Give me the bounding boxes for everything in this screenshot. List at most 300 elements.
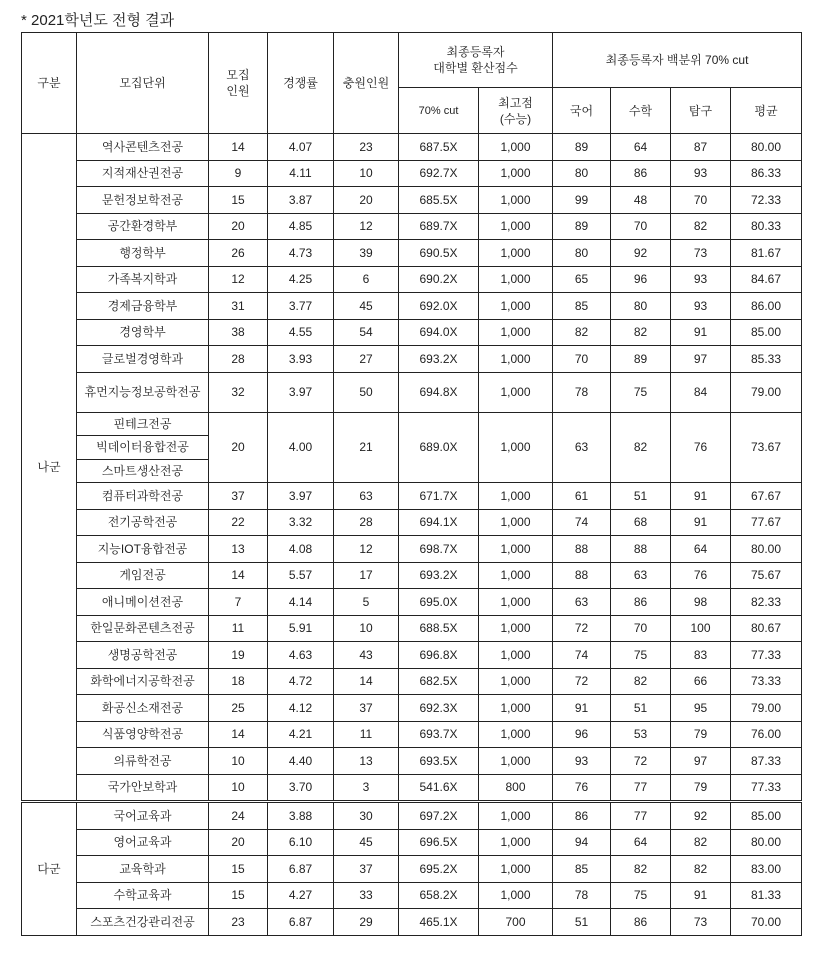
cell-cut: 671.7X — [399, 483, 479, 510]
cell-quota: 22 — [209, 509, 268, 536]
cell-avg: 70.00 — [731, 909, 802, 936]
table-row — [22, 134, 802, 161]
unit-name: 행정학부 — [77, 240, 209, 267]
cell-ratio: 3.77 — [268, 293, 334, 320]
cell-inq: 91 — [671, 483, 731, 510]
unit-name: 컴퓨터과학전공 — [77, 483, 209, 510]
cell-ratio: 4.21 — [268, 721, 334, 748]
cell-extra: 45 — [334, 829, 399, 856]
cell-max: 1,000 — [479, 562, 553, 589]
cell-extra: 29 — [334, 909, 399, 936]
cell-inq: 79 — [671, 721, 731, 748]
cell-math: 53 — [611, 721, 671, 748]
cell-cut: 465.1X — [399, 909, 479, 936]
cell-cut: 689.7X — [399, 213, 479, 240]
table-row — [22, 802, 802, 830]
cell-max: 1,000 — [479, 856, 553, 883]
cell-max: 1,000 — [479, 668, 553, 695]
cell-max: 1,000 — [479, 882, 553, 909]
cell-avg: 85.00 — [731, 319, 802, 346]
table-row — [22, 319, 802, 346]
cell-math: 64 — [611, 829, 671, 856]
cell-quota: 15 — [209, 856, 268, 883]
unit-name: 지능IOT융합전공 — [77, 536, 209, 563]
table-row — [22, 774, 802, 802]
cell-quota: 15 — [209, 882, 268, 909]
table-row — [22, 536, 802, 563]
cell-inq: 95 — [671, 695, 731, 722]
group-1 — [22, 134, 802, 802]
cell-extra: 11 — [334, 721, 399, 748]
cell-max: 1,000 — [479, 748, 553, 775]
cell-kor: 74 — [553, 642, 611, 669]
unit-name: 가족복지학과 — [77, 266, 209, 293]
cell-cut: 682.5X — [399, 668, 479, 695]
unit-name: 스마트생산전공 — [77, 459, 209, 483]
cell-avg: 80.00 — [731, 134, 802, 161]
cell-extra: 12 — [334, 536, 399, 563]
cell-inq: 97 — [671, 346, 731, 373]
cell-ratio: 4.63 — [268, 642, 334, 669]
table-row — [22, 615, 802, 642]
cell-max: 1,000 — [479, 293, 553, 320]
cell-cut: 695.0X — [399, 589, 479, 616]
cell-max: 1,000 — [479, 642, 553, 669]
cell-inq: 76 — [671, 562, 731, 589]
cell-kor: 89 — [553, 213, 611, 240]
cell-kor: 91 — [553, 695, 611, 722]
unit-name: 문헌정보학전공 — [77, 187, 209, 214]
cell-max: 1,000 — [479, 187, 553, 214]
cell-inq: 73 — [671, 909, 731, 936]
cell-inq: 98 — [671, 589, 731, 616]
cell-math: 51 — [611, 695, 671, 722]
cell-cut: 541.6X — [399, 774, 479, 802]
unit-name: 애니메이션전공 — [77, 589, 209, 616]
cell-avg: 73.33 — [731, 668, 802, 695]
cell-extra: 21 — [334, 412, 399, 483]
cell-extra: 54 — [334, 319, 399, 346]
unit-name: 전기공학전공 — [77, 509, 209, 536]
cell-max: 1,000 — [479, 509, 553, 536]
cell-math: 68 — [611, 509, 671, 536]
cell-quota: 23 — [209, 909, 268, 936]
cell-math: 82 — [611, 412, 671, 483]
cell-cut: 693.5X — [399, 748, 479, 775]
cell-extra: 43 — [334, 642, 399, 669]
cell-cut: 694.8X — [399, 372, 479, 412]
cell-cut: 693.7X — [399, 721, 479, 748]
cell-kor: 85 — [553, 293, 611, 320]
cell-inq: 91 — [671, 882, 731, 909]
cell-max: 1,000 — [479, 695, 553, 722]
table-row — [22, 882, 802, 909]
cell-cut: 685.5X — [399, 187, 479, 214]
cell-inq: 82 — [671, 856, 731, 883]
unit-name: 경제금융학부 — [77, 293, 209, 320]
table-row — [22, 695, 802, 722]
cell-kor: 72 — [553, 668, 611, 695]
cell-extra: 14 — [334, 668, 399, 695]
cell-math: 75 — [611, 372, 671, 412]
table-row — [22, 266, 802, 293]
unit-name: 의류학전공 — [77, 748, 209, 775]
cell-ratio: 3.97 — [268, 372, 334, 412]
cell-quota: 20 — [209, 412, 268, 483]
cell-inq: 93 — [671, 160, 731, 187]
cell-avg: 77.67 — [731, 509, 802, 536]
cell-quota: 20 — [209, 829, 268, 856]
group-label: 나군 — [22, 134, 77, 802]
unit-name: 화학에너지공학전공 — [77, 668, 209, 695]
cell-quota: 11 — [209, 615, 268, 642]
cell-extra: 37 — [334, 695, 399, 722]
cell-quota: 12 — [209, 266, 268, 293]
cell-max: 1,000 — [479, 829, 553, 856]
cell-cut: 693.2X — [399, 346, 479, 373]
cell-avg: 85.33 — [731, 346, 802, 373]
unit-name: 영어교육과 — [77, 829, 209, 856]
cell-extra: 10 — [334, 160, 399, 187]
cell-inq: 73 — [671, 240, 731, 267]
cell-quota: 28 — [209, 346, 268, 373]
admission-results-table — [21, 32, 802, 936]
cell-extra: 37 — [334, 856, 399, 883]
cell-kor: 89 — [553, 134, 611, 161]
cell-extra: 3 — [334, 774, 399, 802]
cell-cut: 696.5X — [399, 829, 479, 856]
cell-ratio: 4.12 — [268, 695, 334, 722]
header-ratio: 경쟁률 — [268, 33, 334, 134]
unit-name: 글로벌경영학과 — [77, 346, 209, 373]
cell-cut: 694.1X — [399, 509, 479, 536]
cell-math: 64 — [611, 134, 671, 161]
cell-ratio: 3.97 — [268, 483, 334, 510]
cell-ratio: 6.10 — [268, 829, 334, 856]
cell-math: 88 — [611, 536, 671, 563]
cell-kor: 65 — [553, 266, 611, 293]
header-korean: 국어 — [553, 88, 611, 134]
cell-ratio: 4.55 — [268, 319, 334, 346]
header-quota: 모집 인원 — [209, 33, 268, 134]
cell-max: 1,000 — [479, 372, 553, 412]
cell-cut: 698.7X — [399, 536, 479, 563]
cell-ratio: 4.00 — [268, 412, 334, 483]
cell-ratio: 3.87 — [268, 187, 334, 214]
cell-inq: 92 — [671, 802, 731, 830]
unit-name: 생명공학전공 — [77, 642, 209, 669]
cell-quota: 38 — [209, 319, 268, 346]
cell-kor: 86 — [553, 802, 611, 830]
header-avg: 평균 — [731, 88, 802, 134]
cell-cut: 695.2X — [399, 856, 479, 883]
cell-quota: 32 — [209, 372, 268, 412]
unit-name: 게임전공 — [77, 562, 209, 589]
table-row — [22, 509, 802, 536]
cell-kor: 51 — [553, 909, 611, 936]
cell-cut: 696.8X — [399, 642, 479, 669]
cell-quota: 14 — [209, 562, 268, 589]
unit-name: 식품영양학전공 — [77, 721, 209, 748]
cell-avg: 77.33 — [731, 774, 802, 802]
cell-cut: 687.5X — [399, 134, 479, 161]
cell-inq: 82 — [671, 829, 731, 856]
cell-cut: 694.0X — [399, 319, 479, 346]
cell-avg: 80.67 — [731, 615, 802, 642]
header-score-group: 최종등록자 대학별 환산점수 — [399, 33, 553, 88]
cell-inq: 79 — [671, 774, 731, 802]
cell-kor: 72 — [553, 615, 611, 642]
header-unit: 모집단위 — [77, 33, 209, 134]
table-row — [22, 483, 802, 510]
cell-kor: 93 — [553, 748, 611, 775]
cell-inq: 91 — [671, 319, 731, 346]
cell-max: 800 — [479, 774, 553, 802]
cell-max: 1,000 — [479, 319, 553, 346]
cell-ratio: 4.40 — [268, 748, 334, 775]
cell-avg: 80.00 — [731, 536, 802, 563]
table-row — [22, 346, 802, 373]
cell-inq: 76 — [671, 412, 731, 483]
unit-name: 역사콘텐츠전공 — [77, 134, 209, 161]
cell-inq: 64 — [671, 536, 731, 563]
cell-extra: 17 — [334, 562, 399, 589]
table-row — [22, 909, 802, 936]
cell-avg: 80.33 — [731, 213, 802, 240]
cell-max: 1,000 — [479, 802, 553, 830]
cell-avg: 86.00 — [731, 293, 802, 320]
unit-name: 국어교육과 — [77, 802, 209, 830]
table-row — [22, 213, 802, 240]
table-row — [22, 589, 802, 616]
cell-ratio: 3.88 — [268, 802, 334, 830]
cell-inq: 97 — [671, 748, 731, 775]
cell-math: 77 — [611, 774, 671, 802]
table-row — [22, 721, 802, 748]
cell-math: 82 — [611, 856, 671, 883]
unit-name: 교육학과 — [77, 856, 209, 883]
cell-kor: 74 — [553, 509, 611, 536]
cell-max: 1,000 — [479, 615, 553, 642]
cell-ratio: 3.70 — [268, 774, 334, 802]
cell-extra: 28 — [334, 509, 399, 536]
cell-quota: 7 — [209, 589, 268, 616]
cell-extra: 33 — [334, 882, 399, 909]
cell-max: 1,000 — [479, 134, 553, 161]
cell-inq: 83 — [671, 642, 731, 669]
cell-extra: 30 — [334, 802, 399, 830]
cell-extra: 27 — [334, 346, 399, 373]
cell-math: 48 — [611, 187, 671, 214]
header-group: 구분 — [22, 33, 77, 134]
cell-quota: 14 — [209, 721, 268, 748]
cell-max: 1,000 — [479, 213, 553, 240]
cell-kor: 99 — [553, 187, 611, 214]
cell-math: 75 — [611, 642, 671, 669]
cell-kor: 78 — [553, 882, 611, 909]
cell-math: 77 — [611, 802, 671, 830]
cell-avg: 82.33 — [731, 589, 802, 616]
header-percentile-group: 최종등록자 백분위 70% cut — [553, 33, 802, 88]
cell-avg: 75.67 — [731, 562, 802, 589]
cell-inq: 66 — [671, 668, 731, 695]
cell-quota: 14 — [209, 134, 268, 161]
table-row — [22, 642, 802, 669]
cell-avg: 79.00 — [731, 695, 802, 722]
unit-name: 빅데이터융합전공 — [77, 436, 209, 460]
cell-max: 1,000 — [479, 266, 553, 293]
cell-math: 80 — [611, 293, 671, 320]
header-max: 최고점 (수능) — [479, 88, 553, 134]
cell-extra: 13 — [334, 748, 399, 775]
table-row — [22, 160, 802, 187]
header-extra: 충원인원 — [334, 33, 399, 134]
header-math: 수학 — [611, 88, 671, 134]
cell-math: 70 — [611, 213, 671, 240]
table-row — [22, 412, 802, 436]
header-cut70: 70% cut — [399, 88, 479, 134]
cell-quota: 13 — [209, 536, 268, 563]
cell-ratio: 4.72 — [268, 668, 334, 695]
table-row — [22, 668, 802, 695]
cell-kor: 63 — [553, 589, 611, 616]
cell-cut: 692.3X — [399, 695, 479, 722]
table-row — [22, 372, 802, 412]
unit-name: 휴먼지능정보공학전공 — [77, 372, 209, 412]
cell-kor: 76 — [553, 774, 611, 802]
cell-avg: 80.00 — [731, 829, 802, 856]
cell-quota: 10 — [209, 748, 268, 775]
cell-ratio: 3.93 — [268, 346, 334, 373]
cell-cut: 690.5X — [399, 240, 479, 267]
cell-avg: 85.00 — [731, 802, 802, 830]
cell-ratio: 5.91 — [268, 615, 334, 642]
cell-inq: 82 — [671, 213, 731, 240]
cell-extra: 6 — [334, 266, 399, 293]
cell-math: 86 — [611, 589, 671, 616]
cell-math: 86 — [611, 160, 671, 187]
cell-quota: 37 — [209, 483, 268, 510]
unit-name: 경영학부 — [77, 319, 209, 346]
cell-math: 89 — [611, 346, 671, 373]
cell-ratio: 4.27 — [268, 882, 334, 909]
cell-max: 1,000 — [479, 721, 553, 748]
cell-extra: 10 — [334, 615, 399, 642]
cell-quota: 20 — [209, 213, 268, 240]
cell-ratio: 4.14 — [268, 589, 334, 616]
cell-avg: 76.00 — [731, 721, 802, 748]
group-label: 다군 — [22, 802, 77, 936]
unit-name: 한일문화콘텐츠전공 — [77, 615, 209, 642]
cell-ratio: 4.11 — [268, 160, 334, 187]
cell-cut: 692.7X — [399, 160, 479, 187]
cell-kor: 96 — [553, 721, 611, 748]
cell-max: 1,000 — [479, 589, 553, 616]
cell-cut: 692.0X — [399, 293, 479, 320]
cell-inq: 91 — [671, 509, 731, 536]
cell-avg: 87.33 — [731, 748, 802, 775]
cell-max: 1,000 — [479, 160, 553, 187]
cell-math: 82 — [611, 668, 671, 695]
cell-kor: 80 — [553, 240, 611, 267]
cell-quota: 31 — [209, 293, 268, 320]
table-row — [22, 748, 802, 775]
cell-max: 1,000 — [479, 483, 553, 510]
cell-kor: 70 — [553, 346, 611, 373]
unit-name: 공간환경학부 — [77, 213, 209, 240]
cell-extra: 39 — [334, 240, 399, 267]
cell-extra: 20 — [334, 187, 399, 214]
cell-math: 63 — [611, 562, 671, 589]
cell-cut: 697.2X — [399, 802, 479, 830]
table-row — [22, 240, 802, 267]
cell-max: 1,000 — [479, 536, 553, 563]
table-row — [22, 856, 802, 883]
cell-ratio: 5.57 — [268, 562, 334, 589]
cell-kor: 78 — [553, 372, 611, 412]
cell-kor: 63 — [553, 412, 611, 483]
cell-quota: 10 — [209, 774, 268, 802]
cell-quota: 26 — [209, 240, 268, 267]
page-title: * 2021학년도 전형 결과 — [21, 12, 175, 29]
cell-avg: 77.33 — [731, 642, 802, 669]
cell-cut: 693.2X — [399, 562, 479, 589]
cell-avg: 81.33 — [731, 882, 802, 909]
cell-ratio: 6.87 — [268, 856, 334, 883]
cell-max: 1,000 — [479, 240, 553, 267]
cell-kor: 85 — [553, 856, 611, 883]
cell-avg: 83.00 — [731, 856, 802, 883]
cell-math: 82 — [611, 319, 671, 346]
unit-name: 핀테크전공 — [77, 412, 209, 436]
table-row — [22, 187, 802, 214]
cell-avg: 84.67 — [731, 266, 802, 293]
cell-avg: 67.67 — [731, 483, 802, 510]
cell-quota: 25 — [209, 695, 268, 722]
cell-extra: 12 — [334, 213, 399, 240]
cell-kor: 88 — [553, 562, 611, 589]
cell-inq: 70 — [671, 187, 731, 214]
cell-ratio: 3.32 — [268, 509, 334, 536]
cell-avg: 72.33 — [731, 187, 802, 214]
cell-avg: 73.67 — [731, 412, 802, 483]
cell-avg: 79.00 — [731, 372, 802, 412]
unit-name: 수학교육과 — [77, 882, 209, 909]
cell-extra: 63 — [334, 483, 399, 510]
table-row — [22, 293, 802, 320]
group-2 — [22, 802, 802, 936]
cell-math: 72 — [611, 748, 671, 775]
cell-cut: 658.2X — [399, 882, 479, 909]
cell-max: 1,000 — [479, 412, 553, 483]
cell-inq: 87 — [671, 134, 731, 161]
cell-quota: 19 — [209, 642, 268, 669]
cell-cut: 688.5X — [399, 615, 479, 642]
cell-extra: 45 — [334, 293, 399, 320]
cell-extra: 23 — [334, 134, 399, 161]
cell-max: 1,000 — [479, 346, 553, 373]
cell-kor: 80 — [553, 160, 611, 187]
cell-math: 96 — [611, 266, 671, 293]
cell-inq: 93 — [671, 266, 731, 293]
cell-cut: 690.2X — [399, 266, 479, 293]
cell-ratio: 6.87 — [268, 909, 334, 936]
table-row — [22, 829, 802, 856]
cell-extra: 50 — [334, 372, 399, 412]
cell-ratio: 4.85 — [268, 213, 334, 240]
table-row — [22, 562, 802, 589]
cell-extra: 5 — [334, 589, 399, 616]
